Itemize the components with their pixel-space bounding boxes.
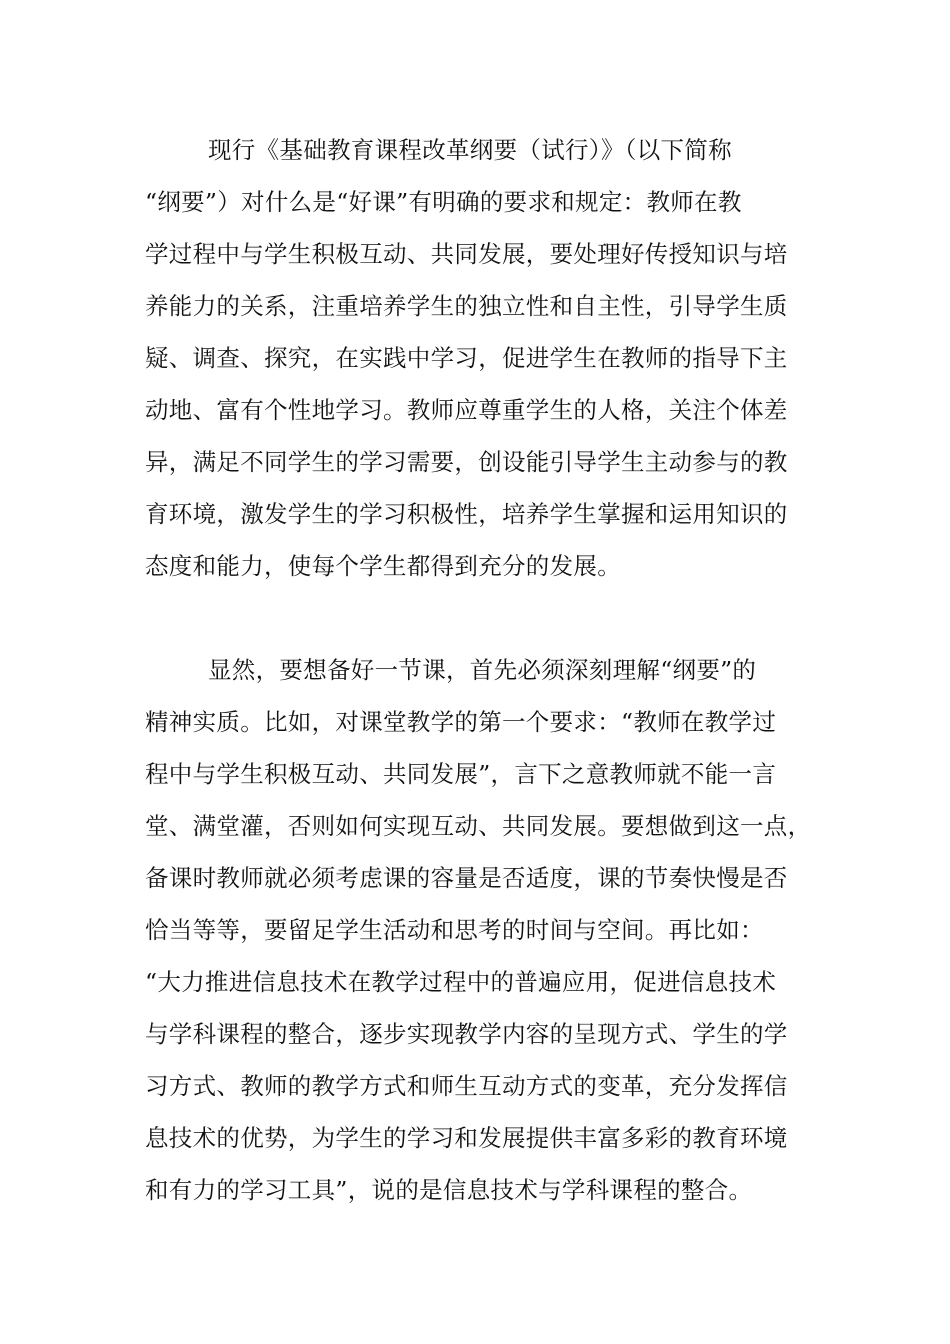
text-line: 学过程中与学生积极互动、共同发展，要处理好传授知识与培 [145,240,788,268]
text-line: 息技术的优势，为学生的学习和发展提供丰富多彩的教育环境 [145,1124,788,1152]
text-line: 与学科课程的整合，逐步实现教学内容的呈现方式、学生的学 [145,1020,788,1048]
text-line: 精神实质。比如，对课堂教学的第一个要求：“教师在教学过 [145,708,777,736]
text-line: 恰当等等，要留足学生活动和思考的时间与空间。再比如： [145,916,764,944]
text-line: 现行《基础教育课程改革纲要（试行）》（以下简称 [208,136,732,164]
text-line: 程中与学生积极互动、共同发展”，言下之意教师就不能一言 [145,760,777,788]
text-line: 养能力的关系，注重培养学生的独立性和自主性，引导学生质 [145,292,788,320]
text-line: 疑、调查、探究，在实践中学习，促进学生在教师的指导下主 [145,344,788,372]
text-line: 态度和能力，使每个学生都得到充分的发展。 [145,552,621,580]
text-line: 动地、富有个性地学习。教师应尊重学生的人格，关注个体差 [145,396,788,424]
text-line: 育环境，激发学生的学习积极性，培养学生掌握和运用知识的 [145,500,788,528]
text-line: 堂、满堂灌，否则如何实现互动、共同发展。要想做到这一点， [145,812,812,840]
text-line: 习方式、教师的教学方式和师生互动方式的变革，充分发挥信 [145,1072,788,1100]
text-line: 显然，要想备好一节课，首先必须深刻理解“纲要”的 [208,656,757,684]
text-line: 备课时教师就必须考虑课的容量是否适度，课的节奏快慢是否 [145,864,788,892]
text-line: 和有力的学习工具”，说的是信息技术与学科课程的整合。 [145,1176,753,1204]
text-line: “纲要”）对什么是“好课”有明确的要求和规定：教师在教 [145,188,742,216]
text-line: “大力推进信息技术在教学过程中的普遍应用，促进信息技术 [145,968,777,996]
text-line: 异，满足不同学生的学习需要，创设能引导学生主动参与的教 [145,448,788,476]
